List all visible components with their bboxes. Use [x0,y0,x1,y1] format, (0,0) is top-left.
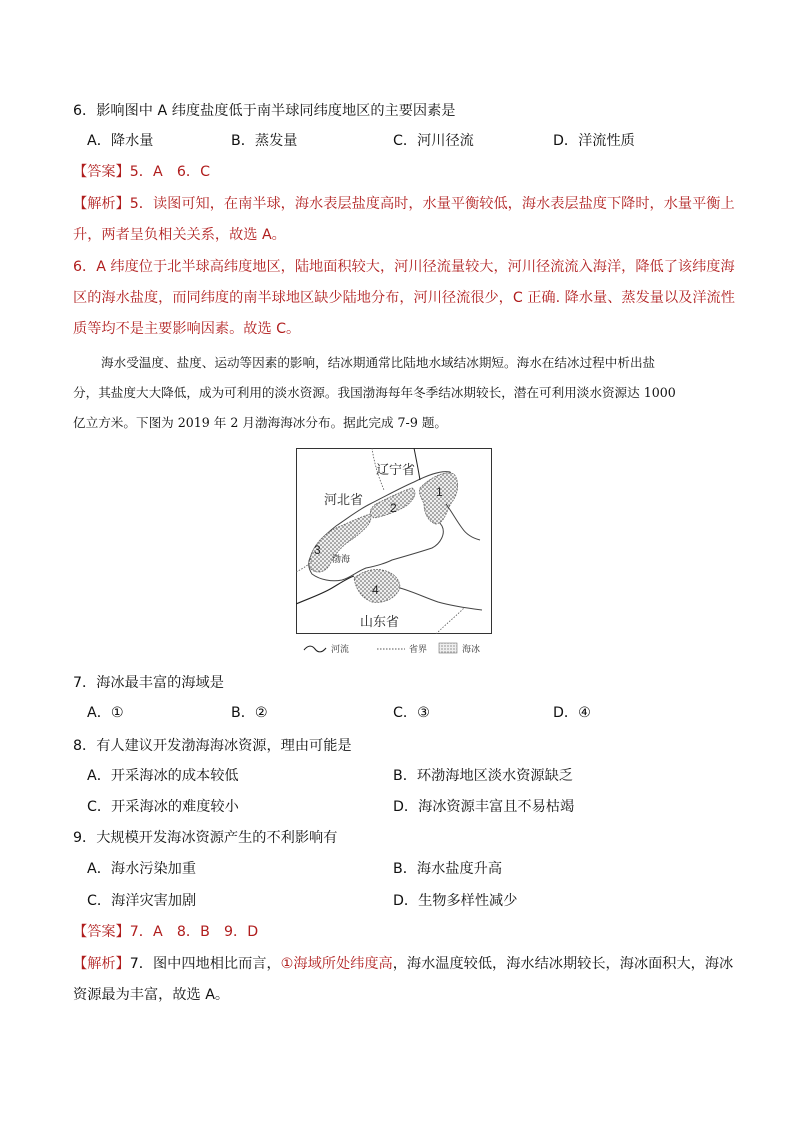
q9-option-d: D．生物多样性减少 [393,893,518,909]
analysis-1-line-1 [73,194,735,214]
analysis-2-line-2: 资源最为丰富，故选 A。 [73,987,230,1003]
analysis-1-line-2: 升，两者呈负相关关系，故选 A。 [73,227,286,243]
label-area-4: 4 [372,583,379,597]
q7-option-b: B．② [231,705,268,721]
answer-tag: 【答案】 [73,924,130,940]
answer-text: 7．A 8．B 9．D [129,924,259,940]
bohai-sea-ice-map [296,448,492,634]
analysis-1-line-3: 6．A 纬度位于北半球高纬度地区，陆地面积较大，河川径流量较大，河川径流流入海洋，降低了该纬度海 [73,259,735,275]
q7-option-d: D．④ [553,705,591,721]
label-shandong: 山东省 [360,614,400,629]
q7-option-c: C．③ [393,705,430,721]
q6-option-d: D．洋流性质 [553,133,635,149]
legend-ice-label: 海冰 [462,645,481,655]
q9-option-b: B．海水盐度升高 [393,861,503,877]
label-area-2: 2 [390,501,397,515]
passage-line-1: 海水受温度、盐度、运动等因素的影响，结冰期通常比陆地水域结冰期短。海水在结冰过程中析出盐 [101,355,656,370]
q7-option-a: A．① [87,705,124,721]
analysis-1-line-5: 质等均不是主要影响因素。故选 C。 [73,321,301,337]
legend-border-label: 省界 [409,645,428,655]
q6-option-b: B．蒸发量 [231,133,298,149]
analysis-tag: 【解析】 [73,956,130,972]
analysis-highlight: ①海域所处纬度高 [280,956,393,972]
q6-stem: 6．影响图中 A 纬度盐度低于南半球同纬度地区的主要因素是 [73,103,456,119]
q8-option-c: C．开采海冰的难度较小 [87,799,239,815]
label-hebei: 河北省 [324,492,364,507]
label-area-1: 1 [436,485,443,499]
label-liaoning: 辽宁省 [376,462,416,477]
analysis-1-line-4: 区的海水盐度，而同纬度的南半球地区缺少陆地分布，河川径流很少，C 正确. 降水量、蒸发量以及洋流性 [73,290,735,306]
q8-option-a: A．开采海冰的成本较低 [87,768,239,784]
analysis-text-a: 7．图中四地相比而言， [129,956,281,972]
analysis-tag: 【解析】 [73,196,130,212]
q8-option-d: D．海冰资源丰富且不易枯竭 [393,799,575,815]
legend-ice-icon [438,642,458,654]
analysis-text-c: ，海水温度较低，海水结冰期较长，海冰面积大，海冰 [392,956,734,972]
passage-line-2: 分，其盐度大大降低，成为可利用的淡水资源。我国渤海每年冬季结冰期较长，潜在可利用淡水资源达 1000 [73,385,676,400]
q9-option-c: C．海洋灾害加剧 [87,893,197,909]
answer-block-2 [73,922,258,942]
answer-tag: 【答案】 [73,164,130,180]
q6-option-c: C．河川径流 [393,133,474,149]
analysis-text: 5．读图可知，在南半球，海水表层盐度高时，水量平衡较低，海水表层盐度下降时，水量平衡上 [129,196,735,212]
label-bohai: 渤海 [332,554,351,564]
q9-stem: 9．大规模开发海冰资源产生的不利影响有 [73,830,338,846]
label-area-3: 3 [314,543,321,557]
q9-option-a: A．海水污染加重 [87,861,197,877]
legend-border-icon [376,644,406,654]
q8-stem: 8．有人建议开发渤海海冰资源，理由可能是 [73,738,352,754]
answer-text: 5．A 6．C [129,164,210,180]
q8-option-b: B．环渤海地区淡水资源缺乏 [393,768,573,784]
q6-option-a: A．降水量 [87,133,154,149]
passage-line-3: 亿立方米。下图为 2019 年 2 月渤海海冰分布。据此完成 7-9 题。 [73,415,448,430]
analysis-2-line-1 [73,954,733,974]
q7-stem: 7．海冰最丰富的海域是 [73,675,224,691]
legend-river-label: 河流 [331,645,350,655]
legend-river-icon [303,644,327,654]
answer-block-1 [73,162,210,182]
